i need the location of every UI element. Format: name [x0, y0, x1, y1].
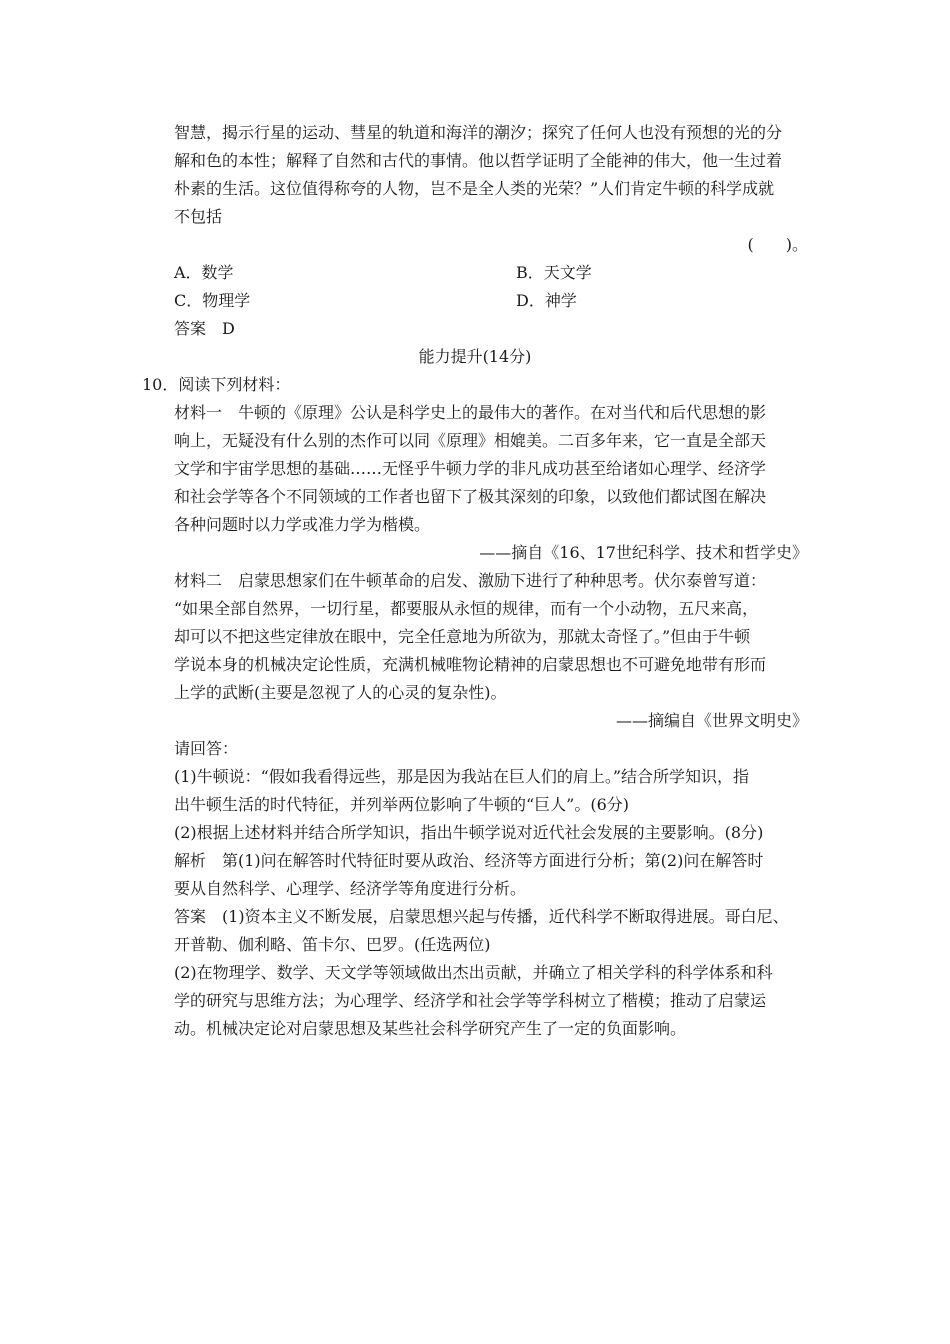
material-two-line: 上学的武断(主要是忽视了人的心灵的复杂性)。 — [174, 683, 507, 702]
answer-line: 动。机械决定论对启蒙思想及某些社会科学研究产生了一定的负面影响。 — [174, 1019, 687, 1038]
q10-stem: 10．阅读下列材料： — [142, 375, 291, 394]
material-one-line: 和社会学等各个不同领域的工作者也留下了极其深刻的印象，以致他们都试图在解决 — [174, 487, 767, 506]
answer-line: 答案 (1)资本主义不断发展，启蒙思想兴起与传播，近代科学不断取得进展。哥白尼、 — [174, 907, 789, 926]
section-title: 能力提升(14分) — [418, 347, 532, 366]
q9-answer: 答案 D — [174, 319, 235, 338]
material-one-line: 响上，无疑没有什么别的杰作可以同《原理》相媲美。二百多年来，它一直是全部天 — [174, 431, 767, 450]
material-two-line: 材料二 启蒙思想家们在牛顿革命的启发、激励下进行了种种思考。伏尔泰曾写道： — [174, 571, 767, 590]
material-one-source: ——摘自《16、17世纪科学、技术和哲学史》 — [479, 543, 808, 562]
material-two-line: “如果全部自然界，一切行星，都要服从永恒的规律，而有一个小动物，五尺来高， — [174, 599, 759, 618]
answer-line: 开普勒、伽利略、笛卡尔、巴罗。(任选两位) — [174, 935, 491, 954]
option-c: C．物理学 — [174, 291, 251, 310]
sub-question-1: 出牛顿生活的时代特征，并列举两位影响了牛顿的“巨人”。(6分) — [174, 795, 630, 814]
answer-bracket: ( )。 — [747, 235, 808, 254]
q9-text-line: 不包括 — [174, 207, 223, 226]
material-two-line: 学说本身的机械决定论性质，充满机械唯物论精神的启蒙思想也不可避免地带有形而 — [174, 655, 767, 674]
option-a: A．数学 — [174, 263, 234, 282]
q9-text-line: 解和色的本性；解释了自然和古代的事情。他以哲学证明了全能神的伟大，他一生过着 — [174, 151, 783, 170]
answer-line: (2)在物理学、数学、天文学等领域做出杰出贡献，并确立了相关学科的科学体系和科 — [174, 963, 773, 982]
q9-text-line: 朴素的生活。这位值得称夸的人物，岂不是全人类的光荣？”人们肯定牛顿的科学成就 — [174, 179, 775, 198]
material-one-line: 各种问题时以力学或准力学为楷模。 — [174, 515, 431, 534]
sub-question-1: (1)牛顿说：“假如我看得远些，那是因为我站在巨人们的肩上。”结合所学知识，指 — [174, 767, 750, 786]
option-d: D．神学 — [516, 291, 577, 310]
analysis-line: 解析 第(1)问在解答时代特征时要从政治、经济等方面进行分析；第(2)问在解答时 — [174, 851, 764, 870]
material-two-source: ——摘编自《世界文明史》 — [615, 711, 808, 730]
q9-text-line: 智慧，揭示行星的运动、彗星的轨道和海洋的潮汐；探究了任何人也没有预想的光的分 — [174, 123, 783, 142]
sub-question-2: (2)根据上述材料并结合所学知识，指出牛顿学说对近代社会发展的主要影响。(8分) — [174, 823, 764, 842]
option-b: B．天文学 — [516, 263, 592, 282]
material-two-line: 却可以不把这些定律放在眼中，完全任意地为所欲为，那就太奇怪了。”但由于牛顿 — [174, 627, 751, 646]
material-one-line: 材料一 牛顿的《原理》公认是科学史上的最伟大的著作。在对当代和后代思想的影 — [174, 403, 767, 422]
analysis-line: 要从自然科学、心理学、经济学等角度进行分析。 — [174, 879, 527, 898]
question-prompt: 请回答： — [174, 739, 239, 758]
material-one-line: 文学和宇宙学思想的基础……无怪乎牛顿力学的非凡成功甚至给诸如心理学、经济学 — [174, 459, 767, 478]
answer-line: 学的研究与思维方法；为心理学、经济学和社会学等学科树立了楷模；推动了启蒙运 — [174, 991, 767, 1010]
